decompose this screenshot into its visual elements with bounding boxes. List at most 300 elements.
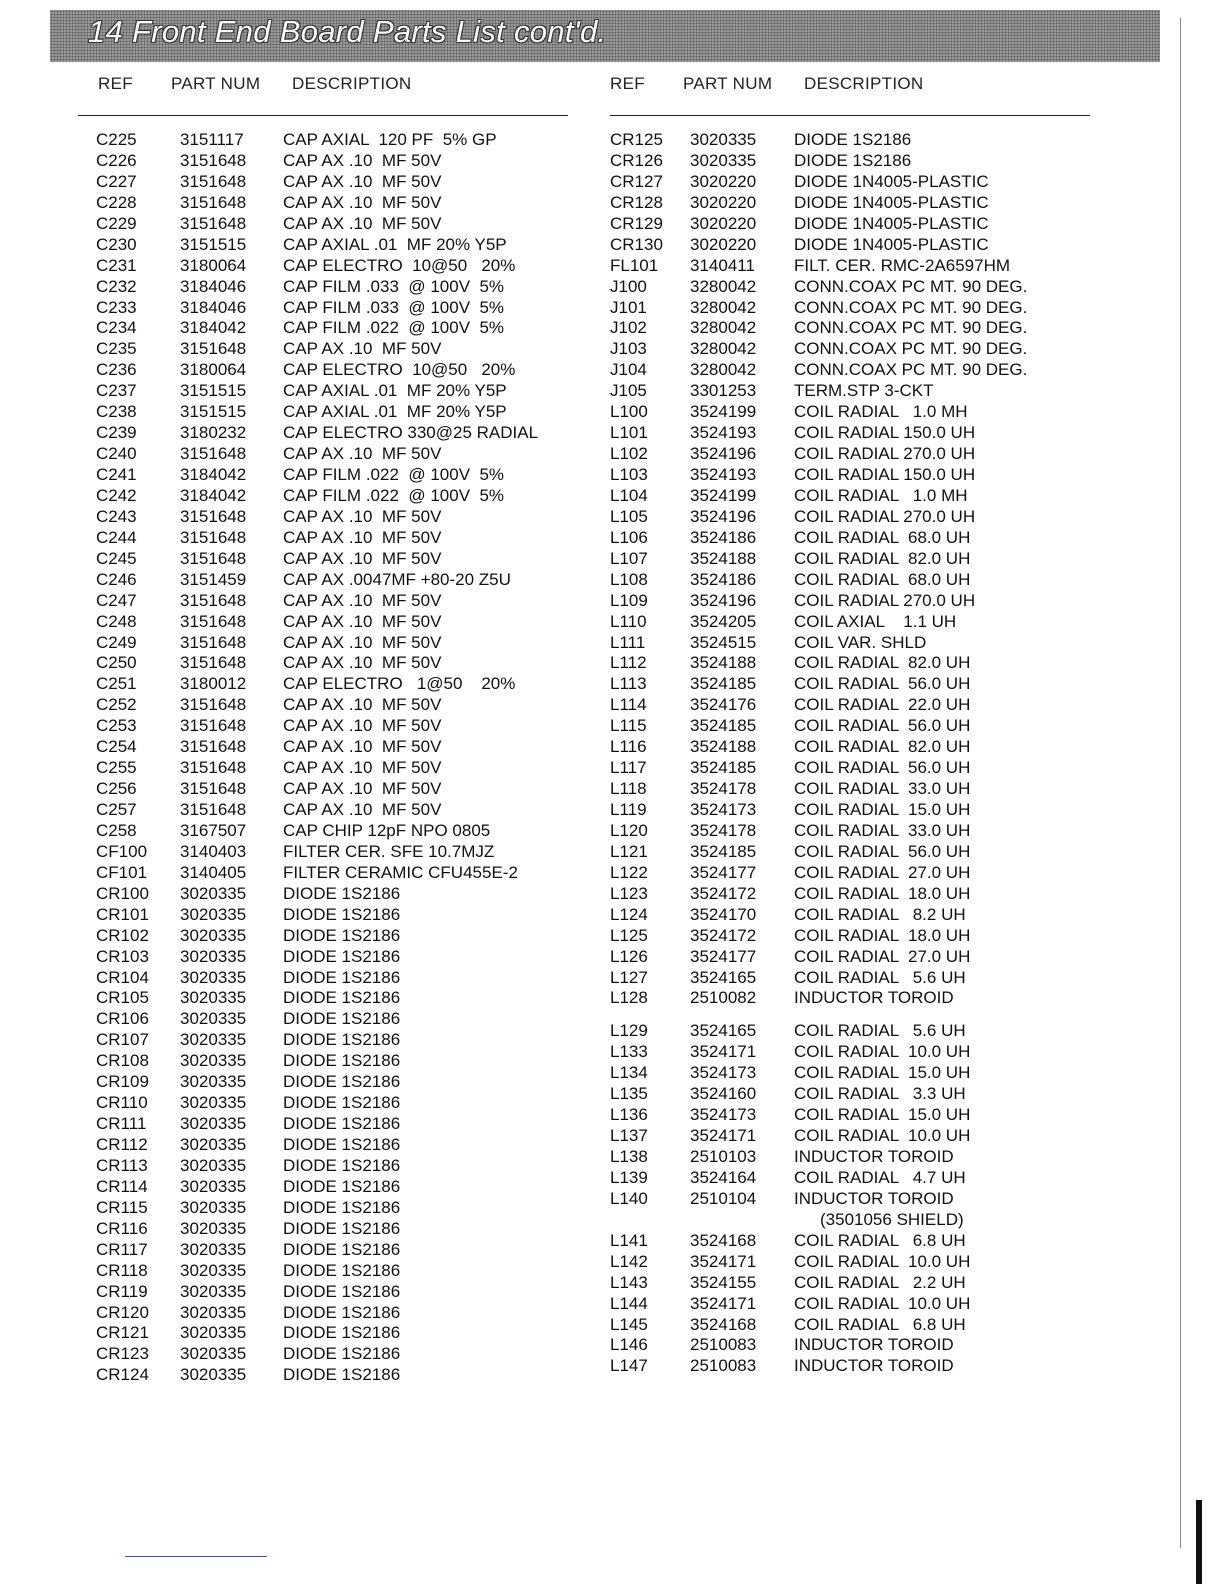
table-row [610, 778, 1100, 799]
table-row [610, 987, 1100, 1008]
description-cell: COIL RADIAL 10.0 UH [794, 1293, 971, 1313]
part-num-cell: 3524186 [690, 527, 757, 547]
part-num-cell: 3151515 [180, 402, 247, 422]
table-row [610, 1104, 1100, 1125]
table-row [78, 401, 574, 422]
table-row [78, 590, 574, 611]
description-cell: DIODE 1S2186 [283, 1135, 401, 1154]
part-num-cell: 3020335 [180, 988, 247, 1008]
table-row [78, 548, 574, 569]
description-cell: COIL RADIAL 68.0 UH [794, 569, 971, 589]
ref-cell: L122 [610, 862, 648, 882]
part-num-cell: 3151648 [180, 695, 247, 715]
ref-cell: C235 [96, 339, 137, 359]
description-cell: COIL RADIAL 27.0 UH [794, 946, 971, 966]
description-cell: DIODE 1S2186 [283, 1344, 401, 1364]
ref-cell: L135 [610, 1084, 648, 1104]
ref-cell: L141 [610, 1230, 648, 1250]
part-num-cell: 3020335 [180, 1030, 247, 1050]
ref-cell: CR128 [610, 192, 663, 212]
ref-cell: C236 [96, 360, 137, 380]
ref-cell: CR115 [96, 1197, 148, 1217]
table-row [610, 380, 1100, 401]
part-num-cell: 3524185 [690, 758, 757, 778]
table-row [78, 443, 574, 464]
description-cell: DIODE 1S2186 [283, 1197, 401, 1217]
table-row [610, 715, 1100, 736]
part-num-cell: 3151648 [180, 339, 247, 359]
table-row [78, 1008, 574, 1029]
table-row [78, 694, 574, 715]
description-cell: COIL RADIAL 82.0 UH [794, 737, 971, 757]
ref-cell: CR113 [96, 1155, 148, 1175]
ref-cell: CR107 [96, 1030, 149, 1050]
ref-cell: CR106 [96, 1009, 149, 1029]
part-num-cell: 3020335 [180, 1281, 247, 1301]
table-row [610, 883, 1100, 904]
description-cell: COIL RADIAL 56.0 UH [794, 674, 971, 694]
part-num-cell: 3524171 [690, 1251, 757, 1271]
description-cell: CAP AXIAL .01 MF 20% Y5P [283, 381, 507, 401]
table-row [610, 1083, 1100, 1104]
ref-cell: C247 [96, 590, 137, 610]
part-num-cell: 3020335 [180, 1197, 247, 1217]
ref-cell: L111 [610, 632, 646, 652]
table-row [78, 276, 574, 297]
table-row [78, 129, 574, 150]
part-num-cell: 3020220 [690, 171, 757, 191]
description-cell: COIL RADIAL 270.0 UH [794, 506, 976, 526]
part-num-cell: 3151648 [180, 506, 247, 526]
part-num-cell: 3140411 [690, 255, 755, 275]
description-cell: DIODE 1S2186 [283, 883, 401, 903]
description-cell: CAP AX .10 MF 50V [283, 800, 442, 819]
ref-cell: J103 [610, 339, 647, 359]
part-num-cell: 3524186 [690, 569, 757, 589]
part-num-cell: 3151648 [180, 800, 247, 819]
description-cell: DIODE 1S2186 [283, 1155, 401, 1175]
ref-cell: C244 [96, 527, 137, 547]
part-num-cell: 3524155 [690, 1272, 757, 1292]
description-cell: FILTER CER. SFE 10.7MJZ [283, 841, 495, 861]
page-edge-line [1180, 18, 1181, 1548]
table-row [78, 1134, 574, 1155]
part-num-cell: 3280042 [690, 318, 757, 338]
part-num-cell: 3140405 [180, 862, 247, 882]
part-num-cell: 3020335 [180, 1239, 247, 1259]
ref-cell: CR117 [96, 1239, 148, 1259]
part-num-cell: 3524185 [690, 841, 757, 861]
ref-cell: L109 [610, 590, 648, 610]
ref-cell: CR126 [610, 150, 663, 170]
ref-cell: L137 [610, 1126, 648, 1146]
part-num-cell: 3524188 [690, 653, 757, 673]
table-row [78, 359, 574, 380]
description-cell: COIL RADIAL 82.0 UH [794, 548, 971, 568]
table-row [610, 443, 1100, 464]
table-row [78, 150, 574, 171]
description-cell: CONN.COAX PC MT. 90 DEG. [794, 318, 1028, 338]
ref-cell: L116 [610, 737, 647, 757]
ref-cell: CR130 [610, 234, 663, 254]
ref-cell: L114 [610, 695, 647, 715]
description-cell: INDUCTOR TOROID [794, 1147, 954, 1166]
part-num-cell: 3184046 [180, 297, 247, 317]
ref-cell: L134 [610, 1063, 648, 1083]
ref-cell: C230 [96, 234, 137, 254]
table-row [610, 1146, 1100, 1167]
part-num-cell: 3524188 [690, 737, 757, 757]
table-row [610, 841, 1100, 862]
ref-cell: C245 [96, 548, 137, 568]
part-num-cell: 3524173 [690, 800, 757, 819]
part-num-cell: 3020335 [180, 1302, 247, 1322]
ref-cell: C249 [96, 632, 137, 652]
description-cell: CAP AX .10 MF 50V [283, 171, 442, 191]
description-cell: DIODE 1S2186 [283, 1365, 401, 1385]
ref-cell: CR103 [96, 946, 149, 966]
part-num-cell: 3151648 [180, 716, 247, 736]
table-row [610, 150, 1100, 171]
description-cell: COIL RADIAL 33.0 UH [794, 820, 971, 840]
part-num-cell: 3524171 [690, 1293, 757, 1313]
part-num-cell: 2510103 [690, 1147, 757, 1166]
table-row [610, 401, 1100, 422]
description-cell: CAP AX .10 MF 50V [283, 527, 442, 547]
table-row [78, 1176, 574, 1197]
part-num-cell: 3020335 [180, 1323, 247, 1343]
part-num-cell: 3524196 [690, 590, 757, 610]
ref-cell: L112 [610, 653, 647, 673]
table-row [610, 527, 1100, 548]
row-note: (3501056 SHIELD) [820, 1209, 964, 1229]
part-num-cell: 3151648 [180, 590, 247, 610]
table-row [610, 925, 1100, 946]
description-cell: COIL RADIAL 2.2 UH [794, 1272, 966, 1292]
part-num-cell: 3524172 [690, 925, 757, 945]
description-cell: CAP FILM .022 @ 100V 5% [283, 318, 505, 338]
table-row [78, 632, 574, 653]
ref-cell: C258 [96, 820, 137, 840]
table-row [78, 1071, 574, 1092]
ref-cell: FL101 [610, 255, 659, 275]
part-num-cell: 3280042 [690, 339, 757, 359]
part-num-cell: 3151515 [180, 234, 247, 254]
table-row [78, 297, 574, 318]
description-cell: COIL RADIAL 6.8 UH [794, 1314, 966, 1334]
table-row [610, 590, 1100, 611]
table-row [610, 611, 1100, 632]
table-row [610, 799, 1100, 820]
description-cell: COIL RADIAL 270.0 UH [794, 590, 976, 610]
part-num-cell: 3020335 [180, 925, 247, 945]
description-cell: INDUCTOR TOROID [794, 988, 954, 1008]
part-num-cell: 3524177 [690, 946, 757, 966]
ref-cell: L124 [610, 904, 648, 924]
table-row [610, 276, 1100, 297]
ref-cell: C229 [96, 213, 137, 233]
description-cell: DIODE 1S2186 [283, 1323, 401, 1343]
table-row [610, 1167, 1100, 1188]
ref-cell: C248 [96, 611, 137, 631]
table-row [78, 1302, 574, 1323]
ref-cell: C254 [96, 737, 137, 757]
table-row [78, 380, 574, 401]
description-cell: DIODE 1N4005-PLASTIC [794, 192, 989, 212]
description-cell: CONN.COAX PC MT. 90 DEG. [794, 339, 1028, 359]
description-cell: CAP AX .10 MF 50V [283, 213, 442, 233]
ref-cell: CR119 [96, 1281, 148, 1301]
description-cell: COIL RADIAL 27.0 UH [794, 862, 971, 882]
description-cell: DIODE 1S2186 [283, 1009, 401, 1029]
ref-cell: L138 [610, 1147, 648, 1166]
part-num-cell: 2510082 [690, 988, 757, 1008]
part-num-cell: 3524515 [690, 632, 757, 652]
ref-cell: C227 [96, 171, 137, 191]
table-row [78, 569, 574, 590]
column-header-part-num: PART NUM [683, 74, 773, 93]
description-cell: COIL RADIAL 56.0 UH [794, 716, 971, 736]
description-cell: COIL RADIAL 5.6 UH [794, 967, 966, 987]
part-num-cell: 3184042 [180, 485, 247, 505]
description-cell: DIODE 1S2186 [283, 1114, 401, 1134]
description-cell: COIL RADIAL 56.0 UH [794, 841, 971, 861]
ref-cell: CR120 [96, 1302, 149, 1322]
table-row [610, 862, 1100, 883]
table-row [610, 694, 1100, 715]
table-row [78, 1113, 574, 1134]
ref-cell: L123 [610, 883, 648, 903]
table-row [78, 925, 574, 946]
ref-cell: C239 [96, 423, 137, 443]
description-cell: COIL RADIAL 3.3 UH [794, 1084, 966, 1104]
ref-cell: L101 [610, 423, 648, 443]
part-num-cell: 3524176 [690, 695, 757, 715]
ref-cell: CR127 [610, 171, 663, 191]
part-num-cell: 3020220 [690, 192, 757, 212]
ref-cell: C253 [96, 716, 137, 736]
part-num-cell: 3151648 [180, 632, 247, 652]
description-cell: DIODE 1S2186 [283, 1260, 401, 1280]
description-cell: CAP AX .10 MF 50V [283, 779, 442, 799]
description-cell: COIL RADIAL 15.0 UH [794, 1063, 971, 1083]
description-cell: CAP ELECTRO 1@50 20% [283, 674, 516, 694]
part-num-cell: 3524196 [690, 444, 757, 464]
ref-cell: L104 [610, 485, 648, 505]
table-row [610, 1125, 1100, 1146]
table-row [78, 1197, 574, 1218]
ref-cell: CR118 [96, 1260, 148, 1280]
table-row [610, 632, 1100, 653]
description-cell: DIODE 1S2186 [794, 130, 912, 149]
part-num-cell: 3020335 [180, 1365, 247, 1385]
description-cell: CAP AXIAL .01 MF 20% Y5P [283, 402, 507, 422]
ref-cell: C246 [96, 569, 137, 589]
table-row [78, 234, 574, 255]
ref-cell: C252 [96, 695, 137, 715]
ref-cell: L108 [610, 569, 648, 589]
description-cell: DIODE 1S2186 [283, 988, 401, 1008]
ref-cell: CR104 [96, 967, 149, 987]
table-row [78, 338, 574, 359]
table-row [610, 317, 1100, 338]
part-num-cell: 2510083 [690, 1356, 757, 1376]
ref-cell: CR101 [96, 904, 149, 924]
description-cell: COIL VAR. SHLD [794, 632, 927, 652]
description-cell: COIL RADIAL 15.0 UH [794, 800, 971, 819]
part-num-cell: 3180232 [180, 423, 247, 443]
description-cell: CONN.COAX PC MT. 90 DEG. [794, 276, 1028, 296]
part-num-cell: 3524205 [690, 611, 757, 631]
table-row [78, 1155, 574, 1176]
description-cell: INDUCTOR TOROID [794, 1335, 954, 1355]
table-row [78, 1218, 574, 1239]
table-row [610, 736, 1100, 757]
part-num-cell: 3020335 [180, 1344, 247, 1364]
description-cell: CAP ELECTRO 10@50 20% [283, 360, 516, 380]
description-cell: CAP AX .10 MF 50V [283, 150, 442, 170]
description-cell: CAP AX .10 MF 50V [283, 192, 442, 212]
description-cell: DIODE 1S2186 [283, 1239, 401, 1259]
description-cell: COIL RADIAL 10.0 UH [794, 1042, 971, 1062]
part-num-cell: 3151117 [180, 130, 244, 149]
ref-cell: L110 [610, 611, 647, 631]
part-num-cell: 3020335 [180, 1114, 247, 1134]
description-cell: COIL RADIAL 82.0 UH [794, 653, 971, 673]
ref-cell: CR125 [610, 130, 663, 149]
part-num-cell: 3524185 [690, 674, 757, 694]
table-row [78, 1364, 574, 1385]
table-row [78, 736, 574, 757]
description-cell: DIODE 1S2186 [283, 946, 401, 966]
part-num-cell: 3524193 [690, 465, 757, 484]
ref-cell: J101 [610, 297, 647, 317]
ref-cell: C250 [96, 653, 137, 673]
part-num-cell: 3020335 [180, 1218, 247, 1238]
description-cell: CAP AX .10 MF 50V [283, 339, 442, 359]
description-cell: CAP AXIAL .01 MF 20% Y5P [283, 234, 507, 254]
ref-cell: CR111 [96, 1114, 147, 1134]
part-num-cell: 3151648 [180, 171, 247, 191]
table-row [78, 652, 574, 673]
description-cell: CAP AX .10 MF 50V [283, 632, 442, 652]
table-row [610, 673, 1100, 694]
page-edge-mark [1196, 1500, 1202, 1584]
description-cell: CAP AX .10 MF 50V [283, 506, 442, 526]
part-num-cell: 3524196 [690, 506, 757, 526]
table-row [610, 757, 1100, 778]
ref-cell: L100 [610, 402, 648, 422]
description-cell: CAP AX .10 MF 50V [283, 737, 442, 757]
table-row [78, 883, 574, 904]
table-row [610, 1209, 1100, 1230]
column-header-ref: REF [610, 74, 645, 93]
table-row [610, 548, 1100, 569]
footer-rule [125, 1556, 267, 1557]
part-num-cell: 3020335 [180, 1176, 247, 1196]
table-row [78, 213, 574, 234]
table-row [78, 778, 574, 799]
description-cell: CAP ELECTRO 10@50 20% [283, 255, 516, 275]
ref-cell: CR129 [610, 213, 663, 233]
description-cell: TERM.STP 3-CKT [794, 381, 934, 401]
table-row [78, 820, 574, 841]
description-cell: DIODE 1S2186 [283, 1072, 401, 1092]
part-num-cell: 3151648 [180, 213, 247, 233]
description-cell: COIL RADIAL 150.0 UH [794, 423, 976, 443]
description-cell: DIODE 1S2186 [283, 1176, 401, 1196]
part-num-cell: 3151648 [180, 527, 247, 547]
ref-cell: L103 [610, 465, 648, 484]
part-num-cell: 3524178 [690, 779, 757, 799]
header-divider [610, 115, 1090, 116]
description-cell: COIL RADIAL 18.0 UH [794, 883, 971, 903]
part-num-cell: 3020335 [690, 150, 757, 170]
description-cell: INDUCTOR TOROID [794, 1356, 954, 1376]
part-num-cell: 3020335 [180, 1051, 247, 1071]
ref-cell: CF101 [96, 862, 148, 882]
part-num-cell: 3151648 [180, 548, 247, 568]
ref-cell: L127 [610, 967, 648, 987]
description-cell: COIL RADIAL 1.0 MH [794, 402, 968, 422]
description-cell: CAP AX .10 MF 50V [283, 611, 442, 631]
table-row [78, 1092, 574, 1113]
description-cell: FILTER CERAMIC CFU455E-2 [283, 862, 518, 882]
table-row [610, 1020, 1100, 1041]
description-cell: COIL RADIAL 15.0 UH [794, 1105, 971, 1125]
table-row [78, 255, 574, 276]
part-num-cell: 3301253 [690, 381, 757, 401]
ref-cell: C226 [96, 150, 137, 170]
part-num-cell: 3184042 [180, 465, 247, 484]
section-title-bar [50, 10, 1160, 62]
column-header-description: DESCRIPTION [804, 74, 924, 93]
description-cell: COIL RADIAL 270.0 UH [794, 444, 976, 464]
description-cell: CAP FILM .022 @ 100V 5% [283, 485, 505, 505]
description-cell: COIL RADIAL 8.2 UH [794, 904, 966, 924]
ref-cell: L139 [610, 1167, 648, 1187]
description-cell: CAP AX .10 MF 50V [283, 548, 442, 568]
description-cell: DIODE 1S2186 [794, 150, 912, 170]
table-row [78, 1029, 574, 1050]
ref-cell: J100 [610, 276, 647, 296]
part-num-cell: 3020335 [180, 1260, 247, 1280]
ref-cell: J102 [610, 318, 647, 338]
part-num-cell: 3280042 [690, 360, 757, 380]
table-row [610, 234, 1100, 255]
part-num-cell: 3524199 [690, 402, 757, 422]
table-row [610, 506, 1100, 527]
description-cell: CAP AX .10 MF 50V [283, 695, 442, 715]
ref-cell: L115 [610, 716, 647, 736]
ref-cell: J105 [610, 381, 647, 401]
ref-cell: L118 [610, 779, 647, 799]
description-cell: DIODE 1S2186 [283, 1051, 401, 1071]
table-row [610, 359, 1100, 380]
table-row [610, 192, 1100, 213]
ref-cell: C242 [96, 485, 137, 505]
description-cell: CAP AX .10 MF 50V [283, 716, 442, 736]
ref-cell: C228 [96, 192, 137, 212]
ref-cell: CR105 [96, 988, 149, 1008]
table-row [78, 422, 574, 443]
column-header-part-num: PART NUM [171, 74, 261, 93]
part-num-cell: 3280042 [690, 276, 757, 296]
table-row [78, 841, 574, 862]
table-row [78, 987, 574, 1008]
row-gap [610, 1008, 1100, 1020]
ref-cell: L117 [610, 758, 647, 778]
